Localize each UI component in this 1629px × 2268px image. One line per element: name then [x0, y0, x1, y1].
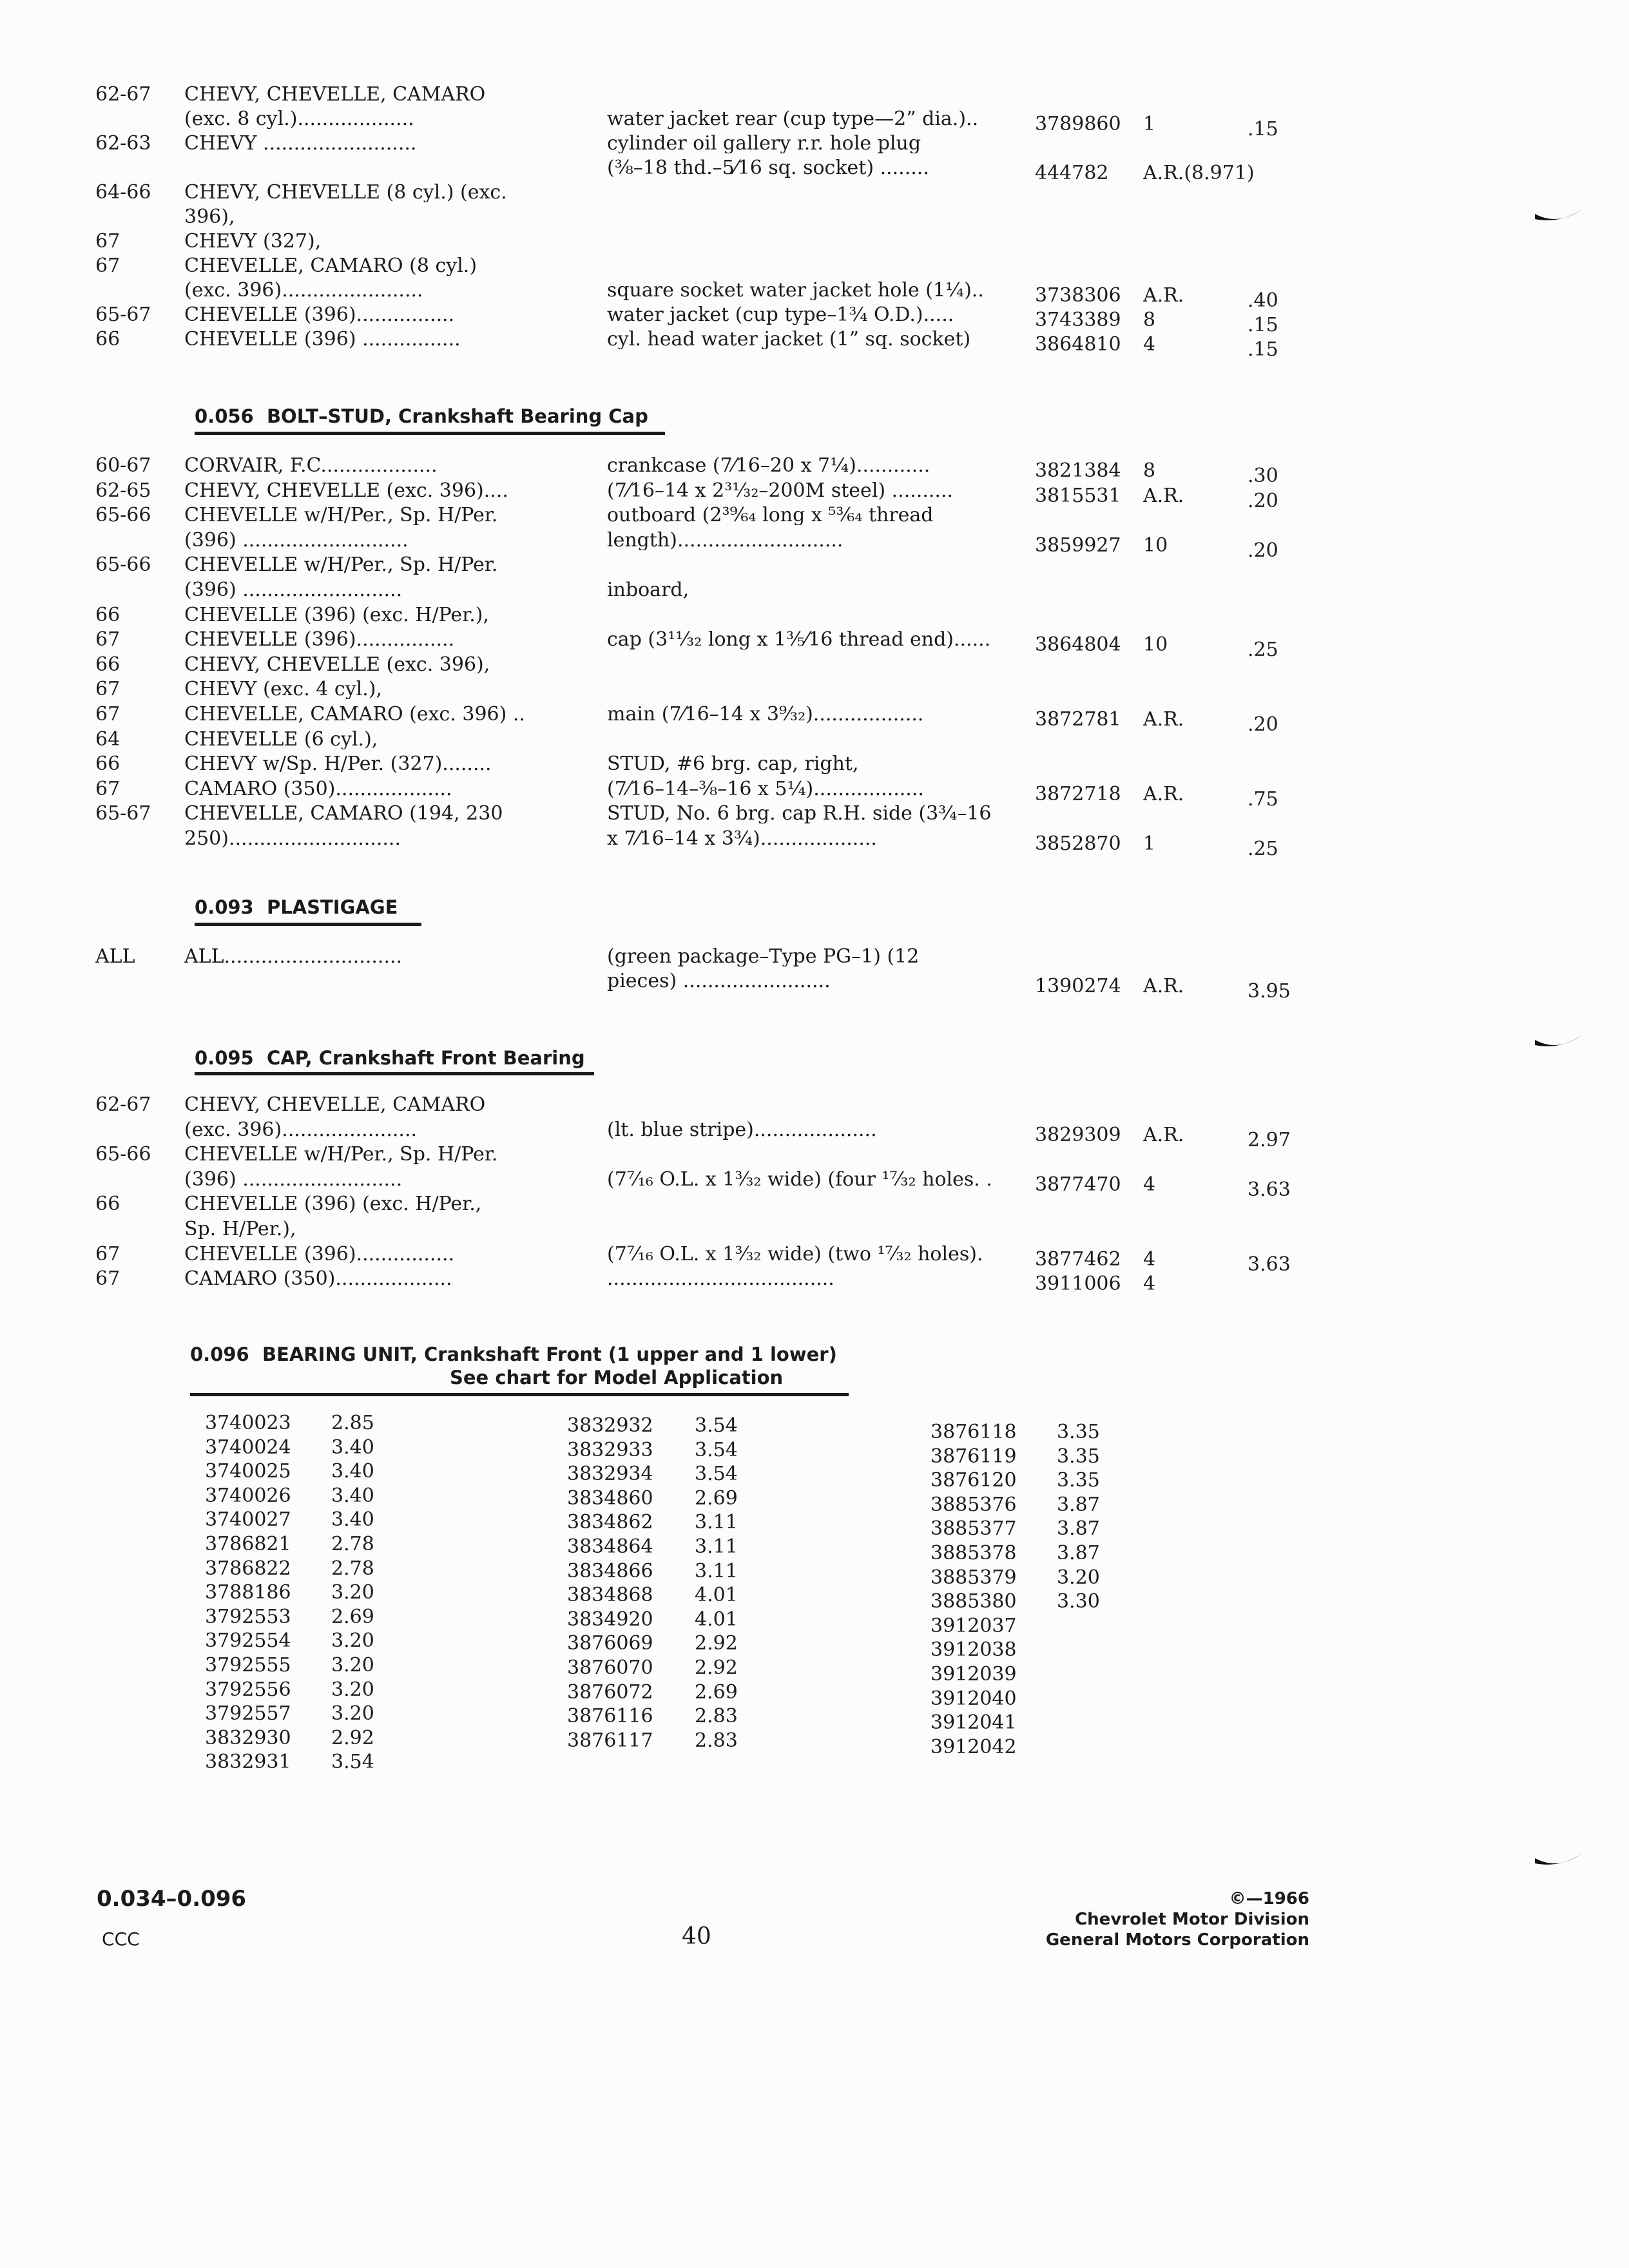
section-number: 0.093	[195, 896, 254, 918]
bearing-price: 2.78	[331, 1533, 374, 1555]
part-number: 3743389	[1035, 311, 1121, 330]
part-number: 1390274	[1035, 977, 1121, 996]
bearing-price: 3.54	[695, 1463, 738, 1486]
bearing-price: 2.69	[695, 1486, 738, 1510]
bearing-part-number: 3792557	[205, 1702, 291, 1725]
footer-copyright: ©—1966	[1229, 1889, 1309, 1908]
page-number: 40	[682, 1923, 711, 1950]
model-application: CHEVY w/Sp. H/Per. (327)........	[184, 754, 492, 774]
bearing-price: 3.40	[331, 1508, 374, 1532]
model-application: CHEVELLE (6 cyl.),	[184, 729, 378, 749]
part-description: outboard (2³⁹⁄₆₄ long x ⁵³⁄₆₄ thread	[607, 506, 934, 526]
bearing-part-number: 3912037	[930, 1614, 1017, 1637]
year-range: 67	[95, 680, 120, 700]
bearing-part-number: 3885376	[930, 1493, 1017, 1516]
model-application: CHEVELLE (396) (exc. H/Per.),	[184, 605, 489, 625]
part-description: (7⁄16–14–⅜–16 x 5¼)..................	[607, 779, 924, 799]
model-application: CHEVELLE (396) ................	[184, 330, 461, 349]
bearing-price: 2.92	[331, 1726, 374, 1749]
section-title: PLASTIGAGE	[266, 896, 398, 918]
year-range: 62-65	[95, 481, 151, 501]
bearing-part-number: 3885379	[930, 1566, 1017, 1589]
bearing-price: 3.20	[331, 1654, 374, 1677]
part-number: 3877470	[1035, 1175, 1121, 1195]
bearing-price: 3.35	[1057, 1445, 1100, 1468]
part-description: (7⁷⁄₁₆ O.L. x 1³⁄₃₂ wide) (two ¹⁷⁄₃₂ holes).	[607, 1244, 983, 1264]
model-application: (exc. 396)......................	[184, 1120, 418, 1140]
model-application: CHEVELLE (396)................	[184, 305, 455, 325]
section-title: BEARING UNIT, Crankshaft Front (1 upper and 1 lower)	[262, 1343, 837, 1365]
bearing-price: 3.20	[331, 1702, 374, 1725]
model-application: CHEVY (327),	[184, 232, 322, 251]
bearing-part-number: 3876119	[930, 1445, 1017, 1468]
footer-code: CCC	[102, 1928, 140, 1950]
bearing-price: 2.69	[695, 1680, 738, 1704]
section-header-0-096	[190, 1345, 837, 1364]
model-application: CHEVY .........................	[184, 134, 417, 153]
year-range: 66	[95, 330, 120, 349]
bearing-part-number: 3740024	[205, 1436, 291, 1459]
bearing-part-number: 3876072	[567, 1680, 653, 1704]
bearing-price: 2.78	[331, 1557, 374, 1580]
model-application: CHEVELLE, CAMARO (194, 230	[184, 804, 503, 824]
quantity: A.R.	[1143, 710, 1184, 729]
part-number: 3829309	[1035, 1125, 1121, 1145]
year-range: 66	[95, 754, 120, 774]
section-title: BOLT–STUD, Crankshaft Bearing Cap	[266, 405, 648, 427]
quantity: 8	[1143, 461, 1156, 481]
section-number: 0.096	[190, 1343, 249, 1365]
year-range: 62-63	[95, 134, 151, 153]
part-description: .....................................	[607, 1269, 834, 1289]
part-description: STUD, #6 brg. cap, right,	[607, 754, 859, 774]
year-range: 62-67	[95, 85, 151, 104]
bearing-price: 3.87	[1057, 1493, 1100, 1516]
bearing-price: 3.54	[331, 1751, 374, 1774]
bearing-part-number: 3912039	[930, 1663, 1017, 1686]
quantity: 4	[1143, 1249, 1156, 1269]
bearing-part-number: 3876120	[930, 1469, 1017, 1492]
part-number: 444782	[1035, 164, 1109, 183]
model-application: (396) ...........................	[184, 530, 409, 550]
bearing-part-number: 3876117	[567, 1729, 653, 1752]
bearing-part-number: 3832930	[205, 1726, 291, 1749]
year-range: 67	[95, 232, 120, 251]
quantity: A.R.	[1143, 784, 1184, 804]
bearing-price: 2.83	[695, 1729, 738, 1752]
bearing-price: 2.92	[695, 1632, 738, 1655]
quantity: 8	[1143, 311, 1156, 330]
bearing-part-number: 3885378	[930, 1542, 1017, 1564]
part-number: 3864804	[1035, 635, 1121, 655]
bearing-part-number: 3912040	[930, 1687, 1017, 1710]
bearing-price: 3.87	[1057, 1542, 1100, 1564]
model-application: Sp. H/Per.),	[184, 1220, 296, 1239]
part-description: square socket water jacket hole (1¼)..	[607, 281, 984, 300]
year-range: 67	[95, 779, 120, 799]
year-range: 60-67	[95, 456, 151, 476]
model-application: CHEVY, CHEVELLE (exc. 396)....	[184, 481, 508, 501]
section-underline	[190, 1393, 849, 1396]
quantity: 10	[1143, 635, 1168, 655]
section-number: 0.095	[195, 1047, 254, 1069]
part-description: (lt. blue stripe)....................	[607, 1120, 877, 1140]
model-application: CHEVY, CHEVELLE (exc. 396),	[184, 655, 490, 675]
part-description: water jacket rear (cup type—2” dia.)..	[607, 110, 979, 129]
bearing-part-number: 3740023	[205, 1412, 291, 1434]
bearing-price: 3.20	[331, 1678, 374, 1701]
bearing-part-number: 3792553	[205, 1605, 291, 1628]
price: .30	[1248, 466, 1278, 486]
price: .25	[1248, 840, 1278, 859]
quantity: 1	[1143, 115, 1156, 134]
part-description: cyl. head water jacket (1” sq. socket)	[607, 330, 971, 349]
price: .15	[1248, 120, 1278, 139]
bearing-price: 3.40	[331, 1484, 374, 1507]
bearing-price: 3.35	[1057, 1421, 1100, 1443]
year-range: 65-66	[95, 555, 151, 575]
bearing-price: 3.20	[1057, 1566, 1100, 1589]
footer-division: Chevrolet Motor Division	[1075, 1910, 1309, 1929]
price: 2.97	[1248, 1130, 1291, 1150]
model-application: (exc. 396).......................	[184, 281, 423, 300]
bearing-price: 2.92	[695, 1657, 738, 1679]
bearing-part-number: 3912041	[930, 1711, 1017, 1735]
model-application: CHEVELLE, CAMARO (exc. 396) ..	[184, 705, 525, 724]
part-number: 3864810	[1035, 335, 1121, 354]
bearing-part-number: 3786822	[205, 1557, 291, 1580]
section-underline	[195, 1072, 594, 1075]
section-title: CAP, Crankshaft Front Bearing	[266, 1047, 585, 1069]
model-application: CHEVELLE (396) (exc. H/Per.,	[184, 1195, 482, 1215]
year-range: 67	[95, 256, 120, 276]
bearing-price: 2.69	[331, 1605, 374, 1628]
bearing-price: 3.40	[331, 1436, 374, 1459]
quantity: A.R.	[1143, 486, 1184, 506]
price: .20	[1248, 491, 1278, 511]
bearing-part-number: 3885380	[930, 1590, 1017, 1613]
part-description: water jacket (cup type–1¾ O.D.).....	[607, 305, 954, 325]
year-range: 64	[95, 729, 120, 749]
price: .20	[1248, 541, 1278, 561]
quantity: A.R.	[1143, 977, 1184, 996]
bearing-part-number: 3832934	[567, 1463, 653, 1486]
bearing-part-number: 3740027	[205, 1508, 291, 1532]
bearing-part-number: 3876116	[567, 1705, 653, 1728]
bearing-part-number: 3834860	[567, 1486, 653, 1510]
part-number: 3911006	[1035, 1274, 1121, 1294]
bearing-part-number: 3912038	[930, 1639, 1017, 1662]
year-range: 64-66	[95, 183, 151, 202]
year-range: 66	[95, 605, 120, 625]
footer-section-range: 0.034–0.096	[97, 1886, 247, 1912]
part-number: 3738306	[1035, 286, 1121, 305]
quantity: 1	[1143, 834, 1156, 854]
section-underline	[195, 432, 665, 435]
part-number: 3877462	[1035, 1249, 1121, 1269]
year-range: 65-66	[95, 506, 151, 526]
model-application: CHEVELLE (396)................	[184, 630, 455, 650]
part-description: cap (3¹¹⁄₃₂ long x 1⅗⁄16 thread end)......	[607, 630, 991, 650]
bearing-part-number: 3834862	[567, 1511, 653, 1534]
bearing-part-number: 3885377	[930, 1517, 1017, 1541]
year-range: 65-66	[95, 1145, 151, 1165]
binding-mark	[1534, 1849, 1586, 1875]
part-number: 3789860	[1035, 115, 1121, 134]
quantity: 10	[1143, 535, 1168, 555]
model-application: CAMARO (350)...................	[184, 779, 452, 799]
bearing-part-number: 3792554	[205, 1629, 291, 1653]
year-range: 67	[95, 705, 120, 724]
model-application: CHEVELLE w/H/Per., Sp. H/Per.	[184, 555, 498, 575]
bearing-part-number: 3786821	[205, 1533, 291, 1555]
bearing-part-number: 3740026	[205, 1484, 291, 1507]
binding-mark	[1534, 1031, 1586, 1057]
year-range: 65-67	[95, 804, 151, 824]
bearing-part-number: 3834866	[567, 1559, 653, 1582]
price: .20	[1248, 715, 1278, 735]
part-description: inboard,	[607, 581, 689, 600]
model-application: CHEVELLE w/H/Per., Sp. H/Per.	[184, 506, 498, 526]
price: .40	[1248, 291, 1278, 311]
model-application: CHEVY, CHEVELLE, CAMARO	[184, 85, 486, 104]
part-description: cylinder oil gallery r.r. hole plug	[607, 134, 921, 153]
year-range: 62-67	[95, 1095, 151, 1115]
part-description: crankcase (7⁄16–20 x 7¼)............	[607, 456, 930, 476]
bearing-price: 3.20	[331, 1629, 374, 1653]
section-number: 0.056	[195, 405, 254, 427]
model-application: CHEVELLE, CAMARO (8 cyl.)	[184, 256, 477, 276]
price: 3.95	[1248, 982, 1291, 1001]
part-description: (7⁄16–14 x 2³¹⁄₃₂–200M steel) ..........	[607, 481, 954, 501]
bearing-part-number: 3876118	[930, 1421, 1017, 1443]
model-application: CORVAIR, F.C...................	[184, 456, 438, 476]
bearing-part-number: 3740025	[205, 1460, 291, 1483]
price: .25	[1248, 640, 1278, 660]
bearing-price: 3.40	[331, 1460, 374, 1483]
price: .75	[1248, 789, 1278, 809]
bearing-price: 3.20	[331, 1581, 374, 1604]
price: 3.63	[1248, 1254, 1291, 1274]
part-description: pieces) ........................	[607, 972, 831, 991]
year-range: 66	[95, 1195, 120, 1215]
part-description: (green package–Type PG–1) (12	[607, 947, 920, 966]
footer-corporation: General Motors Corporation	[1045, 1930, 1309, 1950]
bearing-price: 3.87	[1057, 1517, 1100, 1541]
bearing-part-number: 3832933	[567, 1438, 653, 1461]
quantity: 4	[1143, 335, 1156, 354]
bearing-price: 3.11	[695, 1559, 738, 1582]
part-number: 3815531	[1035, 486, 1121, 506]
year-range: 67	[95, 1269, 120, 1289]
part-number: 3872781	[1035, 710, 1121, 729]
part-description: (7⁷⁄₁₆ O.L. x 1³⁄₃₂ wide) (four ¹⁷⁄₃₂ holes. .	[607, 1169, 992, 1189]
bearing-part-number: 3834864	[567, 1535, 653, 1558]
year-range: 65-67	[95, 305, 151, 325]
bearing-part-number: 3912042	[930, 1735, 1017, 1758]
model-application: (396) ..........................	[184, 581, 403, 600]
part-number: 3872718	[1035, 784, 1121, 804]
bearing-price: 3.11	[695, 1511, 738, 1534]
quantity: 4	[1143, 1175, 1156, 1195]
model-application: ALL.............................	[184, 947, 403, 966]
bearing-price: 2.85	[331, 1412, 374, 1434]
binding-mark	[1534, 205, 1586, 231]
bearing-part-number: 3792556	[205, 1678, 291, 1701]
model-application: 396),	[184, 207, 235, 227]
part-description: STUD, No. 6 brg. cap R.H. side (3¾–16	[607, 804, 992, 824]
model-application: CHEVY (exc. 4 cyl.),	[184, 680, 383, 700]
price: 3.63	[1248, 1180, 1291, 1200]
section-header-0-095	[195, 1049, 585, 1068]
bearing-part-number: 3792555	[205, 1654, 291, 1677]
section-underline	[195, 923, 421, 926]
model-application: CAMARO (350)...................	[184, 1269, 452, 1289]
bearing-price: 3.35	[1057, 1469, 1100, 1492]
part-description: length)...........................	[607, 530, 843, 550]
bearing-part-number: 3876069	[567, 1632, 653, 1655]
year-range: 67	[95, 630, 120, 650]
part-number: 3859927	[1035, 535, 1121, 555]
bearing-price: 4.01	[695, 1584, 738, 1607]
part-description: (⅜–18 thd.–5⁄16 sq. socket) ........	[607, 159, 929, 178]
bearing-part-number: 3834920	[567, 1608, 653, 1631]
part-number: 3821384	[1035, 461, 1121, 481]
price: .15	[1248, 316, 1278, 335]
section-header-0-056	[195, 407, 648, 426]
bearing-part-number: 3876070	[567, 1657, 653, 1679]
quantity: A.R.(8.971)	[1143, 164, 1255, 183]
model-application: (396) ..........................	[184, 1169, 403, 1189]
model-application: CHEVELLE w/H/Per., Sp. H/Per.	[184, 1145, 498, 1165]
bearing-part-number: 3832932	[567, 1414, 653, 1437]
bearing-price: 3.54	[695, 1438, 738, 1461]
part-description: main (7⁄16–14 x 3⁹⁄₃₂)..................	[607, 705, 924, 724]
model-application: CHEVY, CHEVELLE (8 cyl.) (exc.	[184, 183, 507, 202]
bearing-price: 3.30	[1057, 1590, 1100, 1613]
price: .15	[1248, 340, 1278, 360]
quantity: 4	[1143, 1274, 1156, 1294]
year-range: 66	[95, 655, 120, 675]
model-application: 250)............................	[184, 829, 401, 849]
quantity: A.R.	[1143, 1125, 1184, 1145]
bearing-price: 2.83	[695, 1705, 738, 1728]
model-application: CHEVY, CHEVELLE, CAMARO	[184, 1095, 486, 1115]
part-description: x 7⁄16–14 x 3¾)...................	[607, 829, 877, 849]
model-application: (exc. 8 cyl.)...................	[184, 110, 414, 129]
bearing-part-number: 3788186	[205, 1581, 291, 1604]
section-subtitle: See chart for Model Application	[450, 1367, 784, 1389]
year-range: ALL	[95, 947, 135, 966]
section-header-0-093	[195, 898, 398, 917]
year-range: 67	[95, 1244, 120, 1264]
bearing-part-number: 3834868	[567, 1584, 653, 1607]
bearing-price: 4.01	[695, 1608, 738, 1631]
quantity: A.R.	[1143, 286, 1184, 305]
bearing-part-number: 3832931	[205, 1751, 291, 1774]
bearing-price: 3.54	[695, 1414, 738, 1437]
model-application: CHEVELLE (396)................	[184, 1244, 455, 1264]
bearing-price: 3.11	[695, 1535, 738, 1558]
part-number: 3852870	[1035, 834, 1121, 854]
